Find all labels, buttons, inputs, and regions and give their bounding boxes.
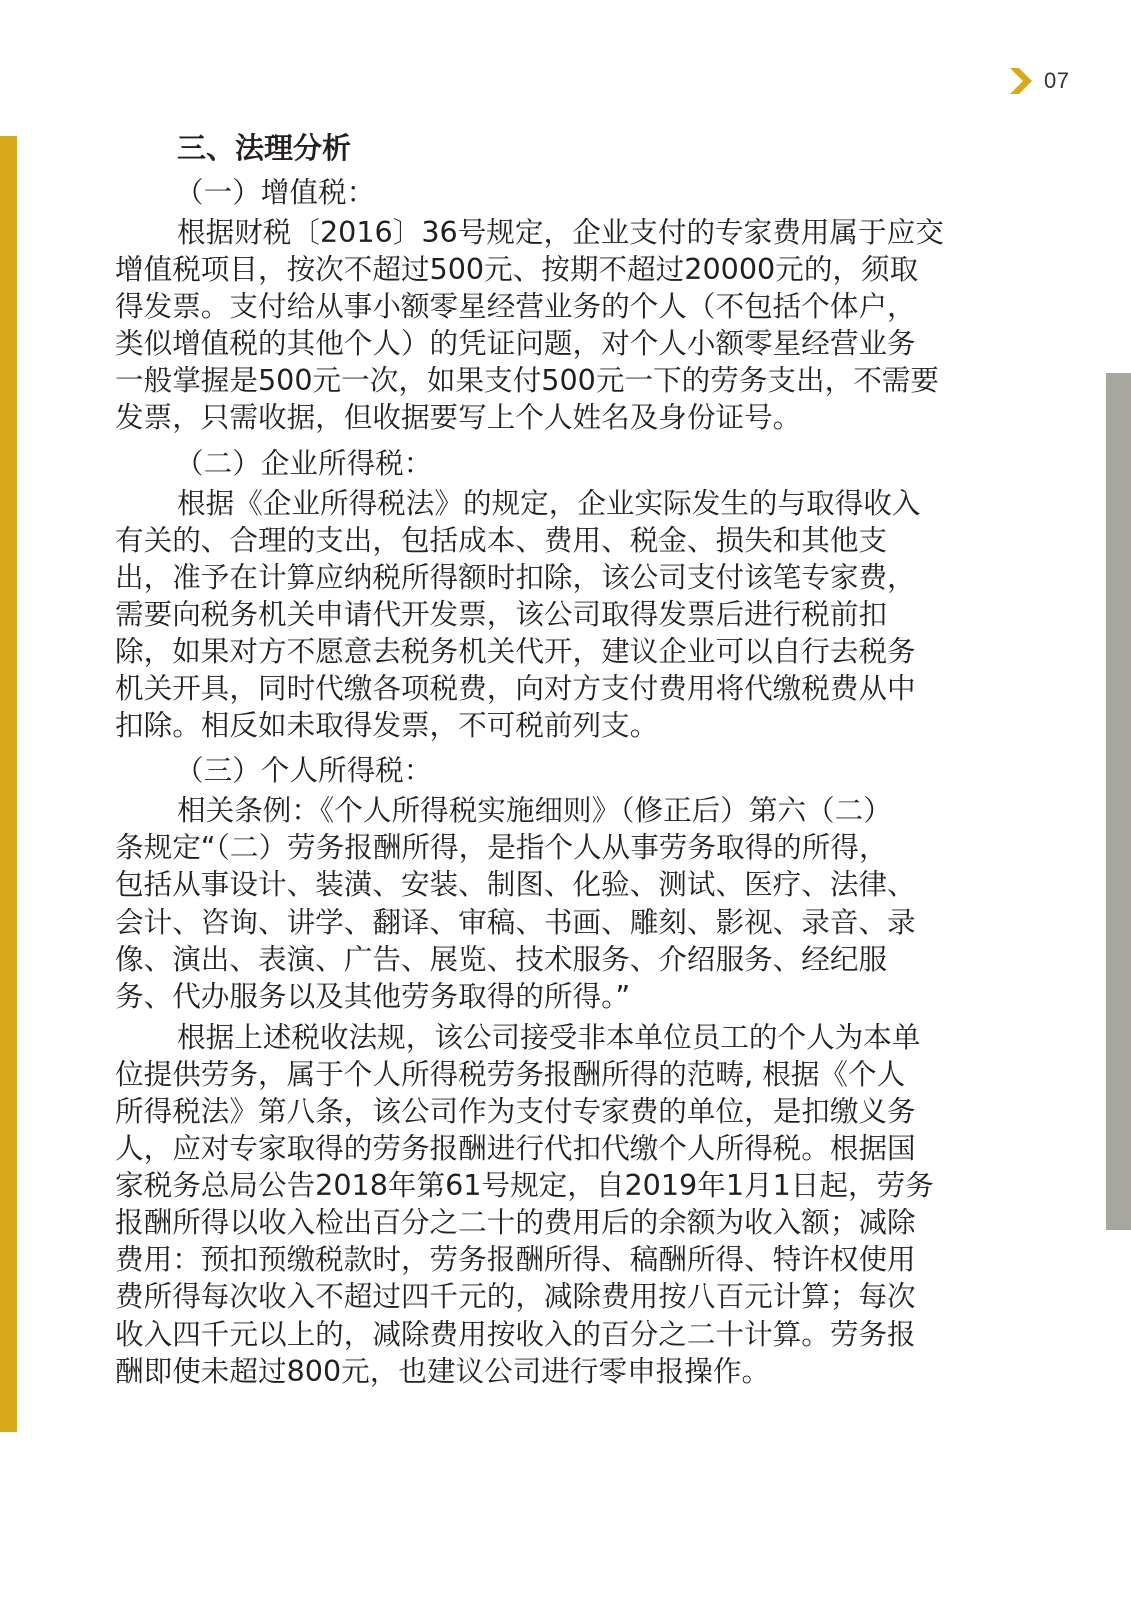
text-line: 有关的、合理的支出，包括成本、费用、税金、损失和其他支	[115, 522, 888, 557]
document-body	[115, 128, 1010, 1394]
subsection-heading: （三）个人所得税：	[175, 753, 433, 788]
section-title: 三、法理分析	[177, 131, 352, 165]
right-side-tab	[1106, 373, 1131, 1230]
subsection-heading: （一）增值税：	[175, 175, 376, 209]
text-line: 费用：预扣预缴税款时，劳务报酬所得、稿酬所得、特许权使用	[115, 1242, 916, 1277]
text-line: 类似增值税的其他个人）的凭证问题，对个人小额零星经营业务	[115, 326, 916, 361]
text-line: 报酬所得以收入检出百分之二十的费用后的余额为收入额；减除	[115, 1205, 916, 1240]
paragraph	[115, 485, 1010, 745]
left-accent-bar	[0, 136, 17, 1432]
sections-container	[115, 170, 1010, 1390]
text-line: 机关开具，同时代缴各项税费，向对方支付费用将代缴税费从中	[115, 671, 916, 706]
text-line: 一般掌握是500元一次，如果支付500元一下的劳务支出，不需要	[115, 363, 939, 398]
text-line: 得发票。支付给从事小额零星经营业务的个人（不包括个体户，	[115, 289, 916, 324]
text-line: 出，准予在计算应纳税所得额时扣除，该公司支付该笔专家费，	[115, 559, 916, 594]
text-line: 家税务总局公告2018年第61号规定，自2019年1月1日起，劳务	[115, 1168, 934, 1203]
page-number-block	[1010, 68, 1069, 94]
text-line: 根据《企业所得税法》的规定，企业实际发生的与取得收入	[177, 485, 921, 520]
text-line: 所得税法》第八条，该公司作为支付专家费的单位，是扣缴义务	[115, 1093, 916, 1128]
text-line: 位提供劳务，属于个人所得税劳务报酬所得的范畴, 根据《个人	[115, 1056, 906, 1091]
paragraph	[115, 792, 1010, 1015]
text-line: 费所得每次收入不超过四千元的，减除费用按八百元计算；每次	[115, 1279, 916, 1314]
text-line: 人，应对专家取得的劳务报酬进行代扣代缴个人所得税。根据国	[115, 1131, 916, 1166]
text-line: 发票，只需收据，但收据要写上个人姓名及身份证号。	[115, 400, 802, 435]
chevron-right-icon	[1010, 68, 1032, 94]
page-number: 07	[1044, 68, 1070, 93]
text-line: 根据财税〔2016〕36号规定，企业支付的专家费用属于应交	[177, 215, 944, 249]
text-line: 收入四千元以上的，减除费用按收入的百分之二十计算。劳务报	[115, 1316, 916, 1351]
text-line: 像、演出、表演、广告、展览、技术服务、介绍服务、经纪服	[115, 941, 888, 976]
text-line: 增值税项目，按次不超过500元、按期不超过20000元的，须取	[115, 252, 919, 287]
text-line: 务、代办服务以及其他劳务取得的所得。”	[115, 978, 631, 1013]
text-line: 扣除。相反如未取得发票，不可税前列支。	[115, 708, 659, 743]
text-line: 条规定“（二）劳务报酬所得，是指个人从事劳务取得的所得，	[115, 830, 888, 865]
text-line: 包括从事设计、装潢、安装、制图、化验、测试、医疗、法律、	[115, 867, 916, 902]
paragraph	[115, 1019, 1010, 1390]
text-line: 除，如果对方不愿意去税务机关代开，建议企业可以自行去税务	[115, 633, 916, 668]
text-line: 根据上述税收法规，该公司接受非本单位员工的个人为本单	[177, 1019, 921, 1054]
text-line: 需要向税务机关申请代开发票，该公司取得发票后进行税前扣	[115, 596, 888, 631]
text-line: 会计、咨询、讲学、翻译、审稿、书画、雕刻、影视、录音、录	[115, 904, 916, 939]
text-line: 相关条例：《个人所得税实施细则》（修正后）第六（二）	[177, 793, 892, 828]
subsection-heading: （二）企业所得税：	[175, 445, 433, 480]
text-line: 酬即使未超过800元，也建议公司进行零申报操作。	[115, 1353, 771, 1388]
paragraph	[115, 214, 1010, 437]
